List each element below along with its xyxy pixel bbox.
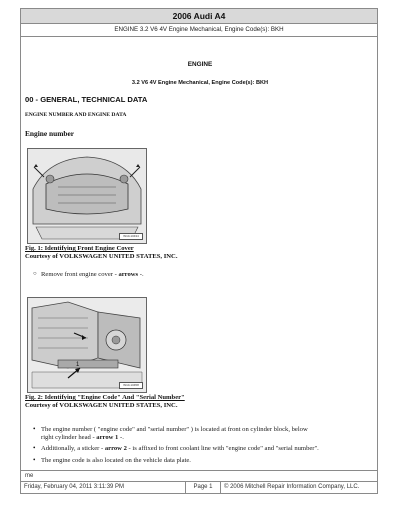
sub-heading: ENGINE NUMBER AND ENGINE DATA [25, 112, 127, 118]
document-page [20, 8, 378, 494]
figure-1-engine-cover [27, 148, 147, 244]
footer-info-row [21, 482, 377, 493]
bullet-icon: • [33, 444, 36, 452]
figure-2-courtesy: Courtesy of VOLKSWAGEN UNITED STATES, INC. [25, 402, 178, 409]
bullet-icon: • [33, 456, 36, 464]
topic-heading: Engine number [25, 129, 75, 138]
bullet-vehicle-data-plate: The engine code is also located on the vehicle data plate. [41, 457, 191, 464]
section-title: ENGINE [187, 61, 213, 68]
bullet-icon: • [33, 425, 36, 433]
figure-1-courtesy: Courtesy of VOLKSWAGEN UNITED STATES, INC. [25, 253, 178, 260]
figure-2-caption: Fig. 2: Identifying "Engine Code" And "Serial Number" [25, 394, 185, 401]
engine-cover-illustration [28, 149, 146, 243]
figure-2-callout-1: 1 [76, 362, 80, 368]
bullet-sticker-location: Additionally, a sticker - arrow 2 - is affixed to front coolant line with "engine code" and "serial number". [41, 445, 319, 452]
figure-2-reference-tag: W10-10458 [119, 382, 143, 389]
page-footer [21, 470, 377, 493]
figure-1-caption: Fig. 1: Identifying Front Engine Cover [25, 245, 134, 252]
document-title: 2006 Audi A4 [21, 9, 377, 24]
footer-date: Friday, February 04, 2011 3:11:39 PM [21, 482, 186, 493]
step-remove-cover: Remove front engine cover - arrows -. [41, 271, 144, 278]
document-subtitle: ENGINE 3.2 V6 4V Engine Mechanical, Engine Code(s): BKH [21, 24, 377, 37]
bullet-circle-icon: ○ [33, 271, 37, 277]
figure-2-engine-code [27, 297, 147, 393]
section-subtitle: 3.2 V6 4V Engine Mechanical, Engine Code(s): BKH [131, 80, 269, 86]
footer-copyright: © 2006 Mitchell Repair Information Company, LLC. [224, 484, 360, 490]
footer-user: me [21, 471, 377, 482]
bullet-engine-number-location: The engine number ( "engine code" and "serial number" ) is located at front on cylinder block, below right cylinder head - arrow 1 -. [41, 426, 308, 442]
footer-page: Page 1 [186, 482, 221, 493]
engine-code-illustration [28, 298, 146, 392]
chapter-title: 00 - GENERAL, TECHNICAL DATA [25, 95, 148, 104]
figure-1-reference-tag: W10-10434 [119, 233, 143, 240]
